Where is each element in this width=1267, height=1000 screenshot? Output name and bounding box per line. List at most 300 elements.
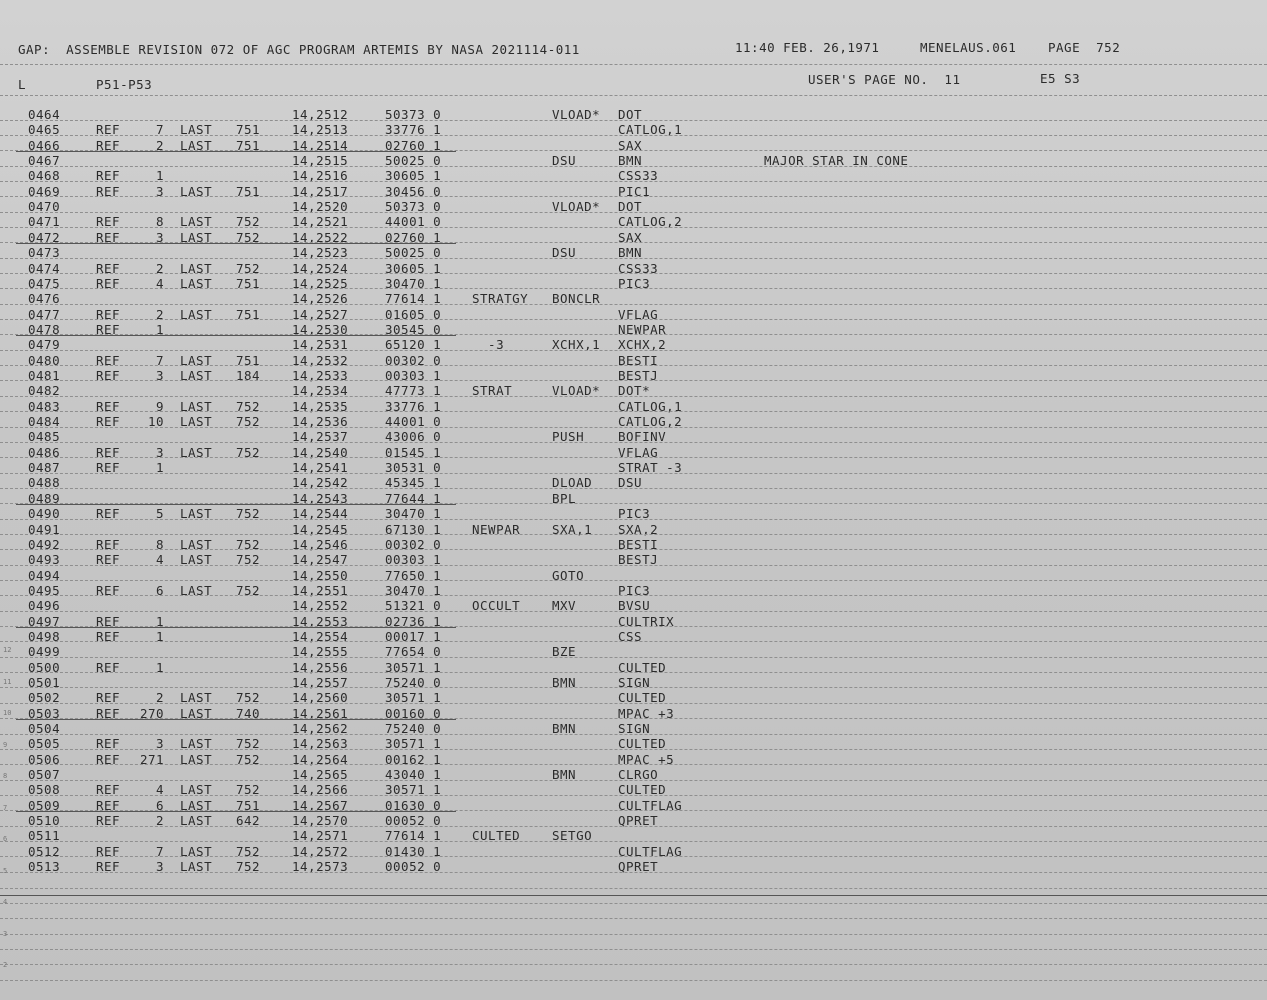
last-page: 752 xyxy=(236,414,261,429)
opcode: BMN xyxy=(552,674,577,690)
ref-keyword: REF xyxy=(96,352,121,368)
opcode: PUSH xyxy=(552,429,585,445)
octal-word: 00017 1 xyxy=(385,628,442,644)
operand: MPAC +3 xyxy=(618,705,675,721)
statement-label: STRATGY xyxy=(472,291,529,307)
last-page: 751 xyxy=(236,306,261,322)
line-number: 0506 xyxy=(28,751,61,767)
section-rule xyxy=(16,335,456,336)
operand: BESTJ xyxy=(618,367,659,383)
last-keyword: LAST xyxy=(180,582,213,598)
line-number: 0497 xyxy=(28,613,61,629)
row-rule xyxy=(0,549,1267,550)
operand: PIC1 xyxy=(618,183,651,199)
memory-address: 14,2527 xyxy=(292,306,349,322)
statement-label: OCCULT xyxy=(472,598,521,614)
octal-word: 30531 0 xyxy=(385,460,442,476)
operand: MPAC +5 xyxy=(618,751,675,767)
ref-keyword: REF xyxy=(96,628,121,644)
last-keyword: LAST xyxy=(180,260,213,276)
line-number: 0479 xyxy=(28,337,61,353)
octal-word: 67130 1 xyxy=(385,521,442,537)
last-page: 642 xyxy=(236,813,261,829)
last-keyword: LAST xyxy=(180,506,213,522)
octal-word: 77614 1 xyxy=(385,828,442,844)
memory-address: 14,2542 xyxy=(292,475,349,491)
statement-label: -3 xyxy=(472,337,505,353)
last-page: 752 xyxy=(236,582,261,598)
operand: CULTED xyxy=(618,782,667,798)
operand: BESTI xyxy=(618,536,659,552)
line-number: 0492 xyxy=(28,536,61,552)
last-page: 751 xyxy=(236,275,261,291)
line-number: 0464 xyxy=(28,107,61,122)
octal-word: 30545 0 xyxy=(385,321,442,337)
row-rule xyxy=(0,488,1267,489)
operand: CULTED xyxy=(618,690,667,706)
operand: BESTI xyxy=(618,352,659,368)
ref-count: 2 xyxy=(155,306,164,322)
line-number: 0509 xyxy=(28,797,61,813)
last-keyword: LAST xyxy=(180,367,213,383)
octal-word: 44001 0 xyxy=(385,214,442,230)
operand: PIC3 xyxy=(618,582,651,598)
margin-mark: 8 xyxy=(3,772,8,780)
row-rule xyxy=(0,565,1267,566)
last-keyword: LAST xyxy=(180,414,213,429)
last-keyword: LAST xyxy=(180,736,213,752)
row-rule xyxy=(0,365,1267,366)
row-rule xyxy=(0,734,1267,735)
row-rule xyxy=(0,519,1267,520)
ref-count: 7 xyxy=(155,843,164,859)
blank-row-rule xyxy=(0,903,1267,904)
row-rule xyxy=(0,611,1267,612)
opcode: GOTO xyxy=(552,567,585,583)
ref-count: 1 xyxy=(155,460,164,476)
line-number: 0501 xyxy=(28,674,61,690)
octal-word: 01545 1 xyxy=(385,444,442,460)
memory-address: 14,2572 xyxy=(292,843,349,859)
ref-keyword: REF xyxy=(96,229,121,245)
memory-address: 14,2536 xyxy=(292,414,349,429)
row-rule xyxy=(0,534,1267,535)
ref-keyword: REF xyxy=(96,444,121,460)
octal-word: 30605 1 xyxy=(385,260,442,276)
operand: SAX xyxy=(618,137,643,153)
octal-word: 75240 0 xyxy=(385,674,442,690)
ref-keyword: REF xyxy=(96,736,121,752)
last-page: 184 xyxy=(236,367,261,383)
ref-count: 8 xyxy=(155,214,164,230)
ref-count: 1 xyxy=(155,321,164,337)
last-page: 751 xyxy=(236,137,261,153)
last-keyword: LAST xyxy=(180,782,213,798)
memory-address: 14,2566 xyxy=(292,782,349,798)
memory-address: 14,2544 xyxy=(292,506,349,522)
octal-word: 43006 0 xyxy=(385,429,442,445)
last-keyword: LAST xyxy=(180,444,213,460)
memory-address: 14,2534 xyxy=(292,383,349,399)
octal-word: 45345 1 xyxy=(385,475,442,491)
last-page: 752 xyxy=(236,444,261,460)
ref-count: 3 xyxy=(155,183,164,199)
row-rule xyxy=(0,319,1267,320)
ref-count: 2 xyxy=(155,137,164,153)
operand: CSS33 xyxy=(618,168,659,184)
opcode: VLOAD* xyxy=(552,383,601,399)
section-label: P51-P53 xyxy=(96,77,153,92)
row-rule xyxy=(0,258,1267,259)
row-rule xyxy=(0,780,1267,781)
operand: VFLAG xyxy=(618,306,659,322)
last-keyword: LAST xyxy=(180,306,213,322)
memory-address: 14,2530 xyxy=(292,321,349,337)
line-number: 0486 xyxy=(28,444,61,460)
octal-word: 00160 0 xyxy=(385,705,442,721)
last-page: 752 xyxy=(236,552,261,568)
memory-address: 14,2514 xyxy=(292,137,349,153)
operand: SIGN xyxy=(618,721,651,736)
line-number: 0471 xyxy=(28,214,61,230)
line-number: 0508 xyxy=(28,782,61,798)
opcode: VLOAD* xyxy=(552,107,601,122)
line-number: 0511 xyxy=(28,828,61,844)
row-rule xyxy=(0,380,1267,381)
row-rule xyxy=(0,457,1267,458)
last-keyword: LAST xyxy=(180,705,213,721)
blank-row-rule xyxy=(0,934,1267,935)
ref-keyword: REF xyxy=(96,797,121,813)
octal-word: 77644 1 xyxy=(385,490,442,506)
octal-word: 00303 1 xyxy=(385,552,442,568)
row-rule xyxy=(0,595,1267,596)
operand: SAX xyxy=(618,229,643,245)
bottom-rule xyxy=(0,895,1267,896)
opcode: DSU xyxy=(552,245,577,261)
operand: PIC3 xyxy=(618,275,651,291)
operand: PIC3 xyxy=(618,506,651,522)
memory-address: 14,2571 xyxy=(292,828,349,844)
row-rule xyxy=(0,411,1267,412)
line-number: 0490 xyxy=(28,506,61,522)
header-divider xyxy=(0,64,1267,65)
operand: CLRGO xyxy=(618,767,659,782)
operand: BOFINV xyxy=(618,429,667,445)
row-rule xyxy=(0,641,1267,642)
memory-address: 14,2550 xyxy=(292,567,349,583)
row-rule xyxy=(0,841,1267,842)
last-keyword: LAST xyxy=(180,751,213,767)
last-page: 752 xyxy=(236,690,261,706)
ref-keyword: REF xyxy=(96,214,121,230)
comment: MAJOR STAR IN CONE xyxy=(764,153,909,169)
page-code: E5 S3 xyxy=(1040,71,1081,86)
blank-row-rule xyxy=(0,918,1267,919)
memory-address: 14,2565 xyxy=(292,767,349,782)
memory-address: 14,2513 xyxy=(292,122,349,138)
operand: CULTFLAG xyxy=(618,797,683,813)
last-keyword: LAST xyxy=(180,352,213,368)
row-rule xyxy=(0,856,1267,857)
last-keyword: LAST xyxy=(180,398,213,414)
octal-word: 00303 1 xyxy=(385,367,442,383)
ref-count: 2 xyxy=(155,813,164,829)
operand: VFLAG xyxy=(618,444,659,460)
row-rule xyxy=(0,442,1267,443)
row-rule xyxy=(0,795,1267,796)
ref-keyword: REF xyxy=(96,813,121,829)
memory-address: 14,2552 xyxy=(292,598,349,614)
ref-count: 4 xyxy=(155,552,164,568)
section-rule xyxy=(16,627,456,628)
memory-address: 14,2560 xyxy=(292,690,349,706)
memory-address: 14,2516 xyxy=(292,168,349,184)
operand: BESTJ xyxy=(618,552,659,568)
ref-count: 10 xyxy=(147,414,164,429)
last-keyword: LAST xyxy=(180,797,213,813)
page-number: PAGE 752 xyxy=(1048,40,1121,55)
row-rule xyxy=(0,273,1267,274)
row-rule xyxy=(0,120,1267,121)
octal-word: 30470 1 xyxy=(385,506,442,522)
row-rule xyxy=(0,166,1267,167)
memory-address: 14,2523 xyxy=(292,245,349,261)
opcode: SETGO xyxy=(552,828,593,844)
last-page: 751 xyxy=(236,352,261,368)
row-rule xyxy=(0,396,1267,397)
ref-keyword: REF xyxy=(96,859,121,875)
ref-count: 1 xyxy=(155,628,164,644)
last-page: 752 xyxy=(236,859,261,875)
ref-keyword: REF xyxy=(96,705,121,721)
octal-word: 02760 1 xyxy=(385,137,442,153)
last-page: 752 xyxy=(236,506,261,522)
ref-count: 3 xyxy=(155,444,164,460)
line-number: 0503 xyxy=(28,705,61,721)
statement-label: NEWPAR xyxy=(472,521,521,537)
ref-keyword: REF xyxy=(96,782,121,798)
last-page: 752 xyxy=(236,736,261,752)
last-page: 752 xyxy=(236,398,261,414)
octal-word: 77614 1 xyxy=(385,291,442,307)
last-keyword: LAST xyxy=(180,275,213,291)
octal-word: 50025 0 xyxy=(385,245,442,261)
line-number: 0482 xyxy=(28,383,61,399)
last-page: 751 xyxy=(236,797,261,813)
ref-count: 4 xyxy=(155,275,164,291)
margin-mark: 11 xyxy=(3,677,12,686)
memory-address: 14,2563 xyxy=(292,736,349,752)
ref-count: 270 xyxy=(140,705,165,721)
memory-address: 14,2526 xyxy=(292,291,349,307)
memory-address: 14,2512 xyxy=(292,107,349,122)
octal-word: 30456 0 xyxy=(385,183,442,199)
octal-word: 50025 0 xyxy=(385,153,442,169)
octal-word: 00302 0 xyxy=(385,536,442,552)
memory-address: 14,2546 xyxy=(292,536,349,552)
last-page: 752 xyxy=(236,843,261,859)
ref-count: 2 xyxy=(155,690,164,706)
line-number: 0504 xyxy=(28,721,61,736)
opcode: BMN xyxy=(552,721,577,736)
memory-address: 14,2545 xyxy=(292,521,349,537)
line-number: 0480 xyxy=(28,352,61,368)
row-rule xyxy=(0,181,1267,182)
row-rule xyxy=(0,227,1267,228)
operand: XCHX,2 xyxy=(618,337,667,353)
memory-address: 14,2551 xyxy=(292,582,349,598)
ref-keyword: REF xyxy=(96,367,121,383)
last-keyword: LAST xyxy=(180,122,213,138)
margin-mark: 12 xyxy=(3,646,12,654)
last-keyword: LAST xyxy=(180,690,213,706)
row-rule xyxy=(0,473,1267,474)
line-number: 0507 xyxy=(28,767,61,782)
memory-address: 14,2547 xyxy=(292,552,349,568)
ref-count: 1 xyxy=(155,659,164,675)
line-number: 0491 xyxy=(28,521,61,537)
line-number: 0489 xyxy=(28,490,61,506)
row-rule xyxy=(0,657,1267,658)
memory-address: 14,2524 xyxy=(292,260,349,276)
octal-word: 30571 1 xyxy=(385,736,442,752)
ref-keyword: REF xyxy=(96,122,121,138)
octal-word: 75240 0 xyxy=(385,721,442,736)
row-rule xyxy=(0,212,1267,213)
last-keyword: LAST xyxy=(180,214,213,230)
memory-address: 14,2541 xyxy=(292,460,349,476)
line-number: 0485 xyxy=(28,429,61,445)
last-page: 752 xyxy=(236,751,261,767)
last-page: 752 xyxy=(236,260,261,276)
line-number: 0475 xyxy=(28,275,61,291)
memory-address: 14,2515 xyxy=(292,153,349,169)
line-number: 0465 xyxy=(28,122,61,138)
memory-address: 14,2532 xyxy=(292,352,349,368)
ref-keyword: REF xyxy=(96,260,121,276)
ref-keyword: REF xyxy=(96,659,121,675)
line-number: 0512 xyxy=(28,843,61,859)
memory-address: 14,2570 xyxy=(292,813,349,829)
operand: QPRET xyxy=(618,859,659,875)
last-page: 752 xyxy=(236,229,261,245)
line-number: 0510 xyxy=(28,813,61,829)
ref-keyword: REF xyxy=(96,613,121,629)
memory-address: 14,2543 xyxy=(292,490,349,506)
octal-word: 00052 0 xyxy=(385,859,442,875)
margin-mark: 7 xyxy=(3,803,8,812)
row-rule xyxy=(0,196,1267,197)
last-page: 752 xyxy=(236,536,261,552)
ref-count: 6 xyxy=(155,582,164,598)
octal-word: 50373 0 xyxy=(385,199,442,215)
ref-keyword: REF xyxy=(96,536,121,552)
ref-keyword: REF xyxy=(96,168,121,184)
opcode: BONCLR xyxy=(552,291,601,307)
line-number: 0483 xyxy=(28,398,61,414)
last-keyword: LAST xyxy=(180,229,213,245)
line-number: 0487 xyxy=(28,460,61,476)
ref-count: 1 xyxy=(155,613,164,629)
octal-word: 00162 1 xyxy=(385,751,442,767)
line-number: 0472 xyxy=(28,229,61,245)
line-number: 0493 xyxy=(28,552,61,568)
ref-count: 7 xyxy=(155,352,164,368)
row-rule xyxy=(0,749,1267,750)
opcode: DLOAD xyxy=(552,475,593,491)
last-keyword: LAST xyxy=(180,813,213,829)
line-number: 0467 xyxy=(28,153,61,169)
line-number: 0468 xyxy=(28,168,61,184)
blank-row-rule xyxy=(0,980,1267,981)
memory-address: 14,2564 xyxy=(292,751,349,767)
line-number: 0466 xyxy=(28,137,61,153)
ref-count: 9 xyxy=(155,398,164,414)
operand: CULTED xyxy=(618,659,667,675)
octal-word: 02760 1 xyxy=(385,229,442,245)
line-number: 0513 xyxy=(28,859,61,875)
memory-address: 14,2522 xyxy=(292,229,349,245)
margin-mark: 6 xyxy=(3,835,8,843)
ref-count: 5 xyxy=(155,506,164,522)
memory-address: 14,2553 xyxy=(292,613,349,629)
octal-word: 01630 0 xyxy=(385,797,442,813)
row-rule xyxy=(0,826,1267,827)
ref-count: 6 xyxy=(155,797,164,813)
line-number: 0476 xyxy=(28,291,61,307)
operand: NEWPAR xyxy=(618,321,667,337)
blank-row-rule xyxy=(0,964,1267,965)
ref-keyword: REF xyxy=(96,843,121,859)
margin-mark: 10 xyxy=(3,709,12,717)
last-keyword: LAST xyxy=(180,536,213,552)
memory-address: 14,2525 xyxy=(292,275,349,291)
line-number: 0500 xyxy=(28,659,61,675)
line-number: 0473 xyxy=(28,245,61,261)
memory-address: 14,2533 xyxy=(292,367,349,383)
last-page: 751 xyxy=(236,122,261,138)
ref-count: 4 xyxy=(155,782,164,798)
memory-address: 14,2554 xyxy=(292,628,349,644)
row-rule xyxy=(0,427,1267,428)
last-keyword: LAST xyxy=(180,137,213,153)
operand: SXA,2 xyxy=(618,521,659,537)
ref-keyword: REF xyxy=(96,275,121,291)
line-number: 0505 xyxy=(28,736,61,752)
operand: DOT* xyxy=(618,383,651,399)
ref-keyword: REF xyxy=(96,183,121,199)
memory-address: 14,2562 xyxy=(292,721,349,736)
memory-address: 14,2537 xyxy=(292,429,349,445)
octal-word: 30571 1 xyxy=(385,659,442,675)
memory-address: 14,2531 xyxy=(292,337,349,353)
ref-count: 3 xyxy=(155,367,164,383)
margin-mark: 2 xyxy=(3,961,8,969)
last-page: 751 xyxy=(236,183,261,199)
margin-mark: 3 xyxy=(3,929,8,938)
operand: DOT xyxy=(618,199,643,215)
ref-keyword: REF xyxy=(96,506,121,522)
opcode: BMN xyxy=(552,767,577,782)
last-page: 740 xyxy=(236,705,261,721)
margin-mark: 9 xyxy=(3,740,8,749)
row-rule xyxy=(0,687,1267,688)
ref-count: 271 xyxy=(140,751,165,767)
memory-address: 14,2556 xyxy=(292,659,349,675)
memory-address: 14,2573 xyxy=(292,859,349,875)
last-keyword: LAST xyxy=(180,552,213,568)
